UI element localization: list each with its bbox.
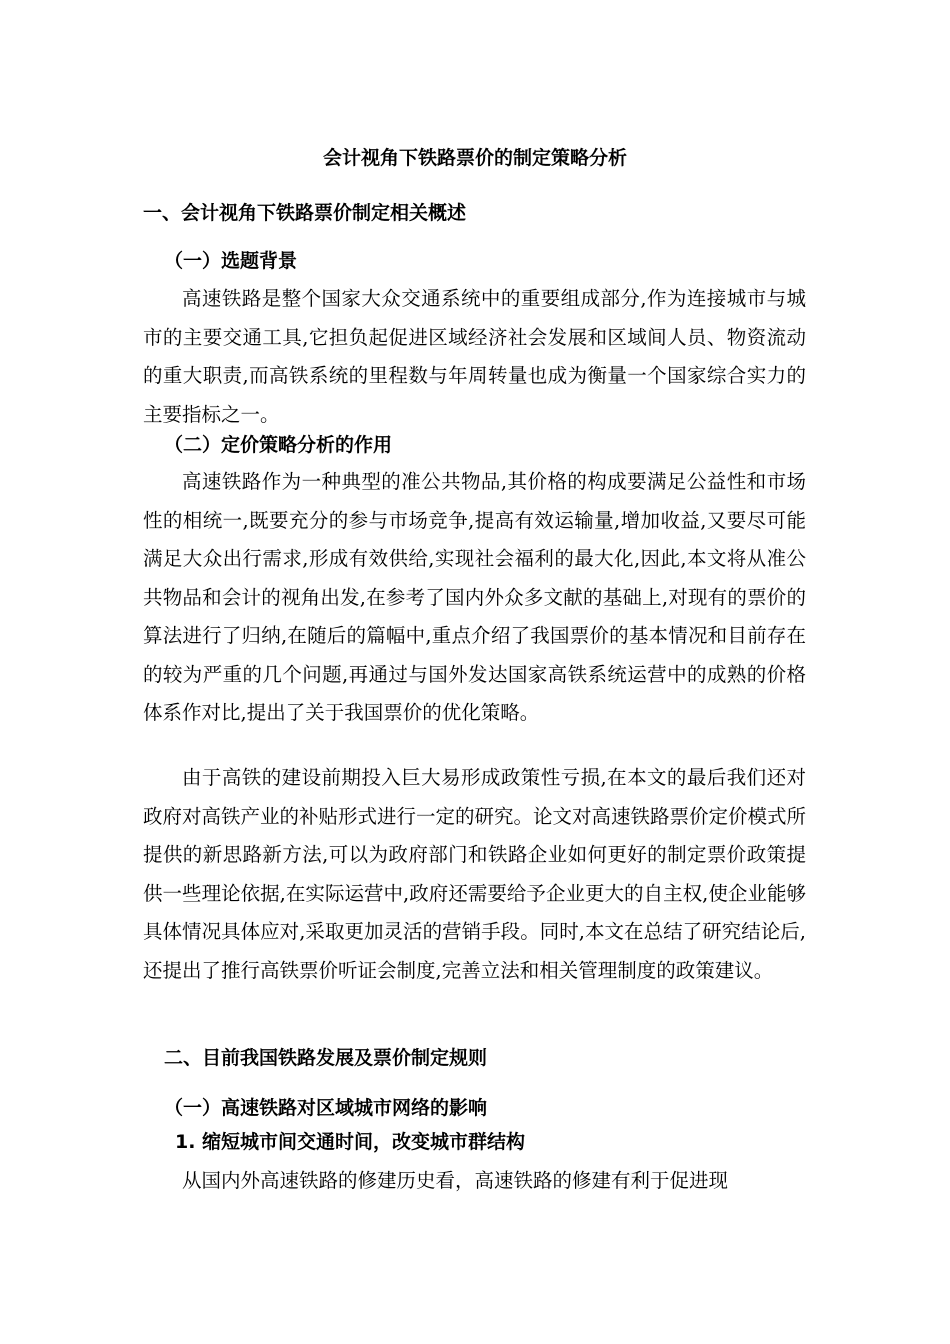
- section-1-sub-2-paragraph-2: 由于高铁的建设前期投入巨大易形成政策性亏损,在本文的最后我们还对政府对高铁产业的补贴形式进行一定的研究。论文对高速铁路票价定价模式所提供的新思路新方法,可以为政府部门和铁路企业如何更好的制定票价政策提供一些理论依据,在实际运营中,政府还需要给予企业更大的自主权,使企业能够具体情况具体应对,采取更加灵活的营销手段。同时,本文在总结了研究结论后,还提出了推行高铁票价听证会制度,完善立法和相关管理制度的政策建议。: [143, 766, 807, 982]
- section-1-heading: 一、会计视角下铁路票价制定相关概述: [143, 202, 467, 224]
- section-2-paragraph-1: 从国内外高速铁路的修建历史看，高速铁路的修建有利于促进现: [182, 1169, 729, 1192]
- section-2-item-1-heading: 1. 缩短城市间交通时间，改变城市群结构: [175, 1131, 526, 1153]
- section-1-sub-1-paragraph: 高速铁路是整个国家大众交通系统中的重要组成部分,作为连接城市与城市的主要交通工具,它担负起促进区域经济社会发展和区域间人员、物资流动的重大职责,而高铁系统的里程数与年周转量也成为衡量一个国家综合实力的主要指标之一。: [143, 287, 806, 426]
- section-1-sub-1-heading: （一）选题背景: [164, 250, 298, 272]
- section-1-sub-2-heading: （二）定价策略分析的作用: [164, 434, 393, 456]
- section-2-sub-1-heading: （一）高速铁路对区域城市网络的影响: [164, 1097, 488, 1119]
- section-2-heading: 二、目前我国铁路发展及票价制定规则: [164, 1047, 488, 1069]
- document-title: 会计视角下铁路票价的制定策略分析: [322, 147, 627, 169]
- section-1-sub-2-paragraph-1: 高速铁路作为一种典型的准公共物品,其价格的构成要满足公益性和市场性的相统一,既要充分的参与市场竞争,提高有效运输量,增加收益,又要尽可能满足大众出行需求,形成有效供给,实现社会福利的最大化,因此,本文将从准公共物品和会计的视角出发,在参考了国内外众多文献的基础上,对现有的票价的算法进行了归纳,在随后的篇幅中,重点介绍了我国票价的基本情况和目前存在的较为严重的几个问题,再通过与国外发达国家高铁系统运营中的成熟的价格体系作对比,提出了关于我国票价的优化策略。: [143, 470, 806, 724]
